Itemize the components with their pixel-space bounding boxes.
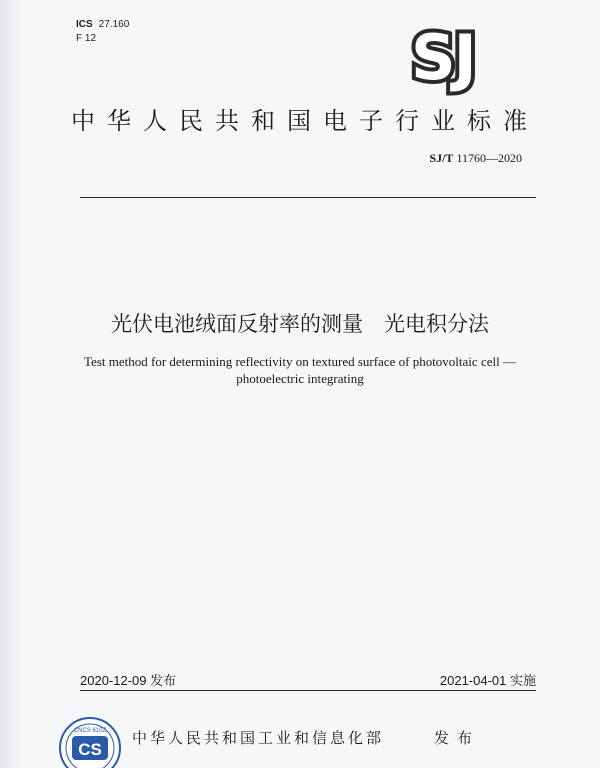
english-title-line-2: photoelectric integrating [236,371,364,386]
standard-number [429,151,522,166]
implementation-date: 2021-04-01 实施 [439,673,536,688]
sj-logo [411,21,503,94]
publisher-name: 中华人民共和国工业和信息化部 [132,729,385,747]
industry-standard-title: 中华人民共和国电子行业标准 [71,107,539,135]
seal-text: CS [78,740,102,759]
standard-code: SJ/T [429,151,454,165]
classification-codes [76,18,129,46]
ccs-code: F 12 [76,33,97,44]
sj-logo-text: SJ [411,21,475,94]
issue-date: 2020-12-09 发布 [80,673,177,688]
ics-value: 27.160 [98,19,130,30]
bottom-divider [80,690,536,691]
standard-title-chinese: 光伏电池绒面反射率的测量 光电积分法 [111,312,489,336]
english-title-line-1: Test method for determining reflectivity on textured surface of photovoltaic cell — [84,354,516,369]
seal-arc-text: CNCS 610Z [73,728,107,734]
top-divider [80,197,536,198]
publish-label: 发布 [434,729,481,747]
ics-key: ICS [76,19,93,30]
standard-title-english [0,353,600,387]
standard-number-value: 11760—2020 [456,151,522,165]
certification-seal-icon [58,716,122,768]
ics-code [76,18,129,32]
